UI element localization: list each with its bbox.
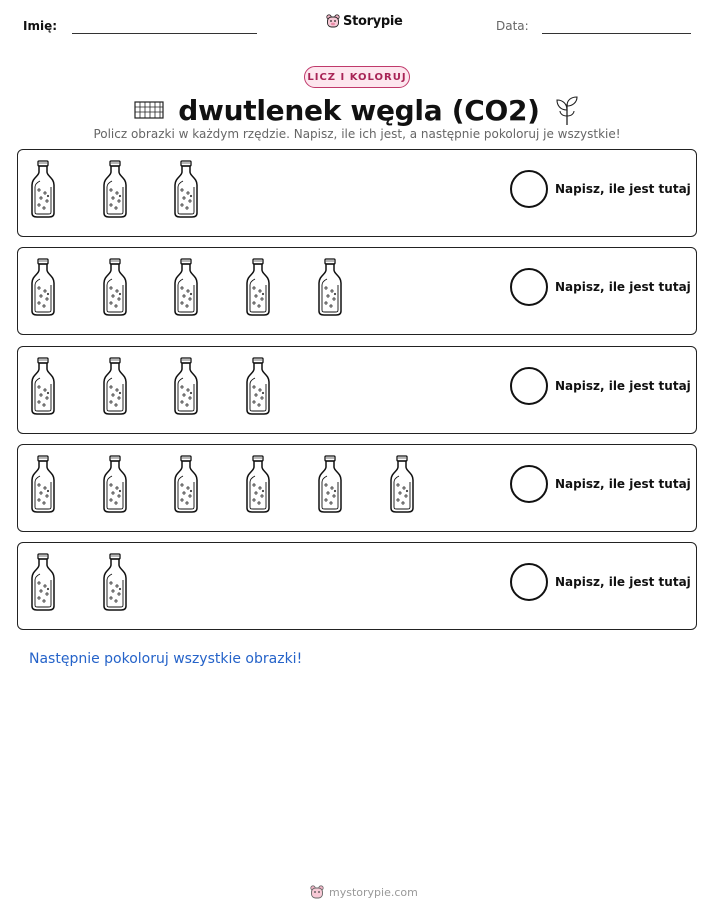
storypie-mascot-icon <box>309 884 325 900</box>
counting-row <box>17 346 697 434</box>
name-label: Imię: <box>23 19 58 33</box>
answer-circle[interactable] <box>510 170 548 208</box>
soda-bottle-icon <box>316 455 344 513</box>
answer-circle[interactable] <box>510 367 548 405</box>
soda-bottle-icon <box>388 455 416 513</box>
answer-label: Napisz, ile jest tutaj <box>555 575 691 590</box>
answer-label: Napisz, ile jest tutaj <box>555 378 691 393</box>
answer-circle[interactable] <box>510 563 548 601</box>
storypie-mascot-icon <box>325 13 341 29</box>
answer-circle[interactable] <box>510 465 548 503</box>
soda-bottle-icon <box>172 258 200 316</box>
soda-bottle-icon <box>29 357 57 415</box>
soda-bottle-icon <box>172 455 200 513</box>
soda-bottle-icon <box>29 455 57 513</box>
soda-bottle-icon <box>101 357 129 415</box>
name-write-line[interactable] <box>72 33 257 34</box>
soda-bottle-icon <box>172 357 200 415</box>
counting-row <box>17 542 697 630</box>
date-label: Data: <box>496 19 529 33</box>
soda-bottle-icon <box>316 258 344 316</box>
soda-bottle-icon <box>172 160 200 218</box>
soda-bottle-icon <box>29 258 57 316</box>
activity-badge: LICZ I KOLORUJ <box>304 66 410 88</box>
soda-bottle-icon <box>29 160 57 218</box>
footer-brand <box>309 884 418 900</box>
grid-icon <box>134 100 164 120</box>
instructions: Policz obrazki w każdym rzędzie. Napisz, ile ich jest, a następnie pokoloruj je wszystkie! <box>93 127 621 141</box>
counting-row <box>17 247 697 335</box>
page-title: dwutlenek węgla (CO2) <box>178 93 540 127</box>
soda-bottle-icon <box>244 258 272 316</box>
title-row <box>0 92 714 128</box>
soda-bottle-icon <box>244 455 272 513</box>
answer-label: Napisz, ile jest tutaj <box>555 280 691 295</box>
soda-bottle-icon <box>101 160 129 218</box>
sprout-icon <box>554 94 580 126</box>
soda-bottle-icon <box>101 455 129 513</box>
soda-bottle-icon <box>29 553 57 611</box>
brand-name: Storypie <box>343 13 403 29</box>
answer-label: Napisz, ile jest tutaj <box>555 476 691 491</box>
counting-row <box>17 149 697 237</box>
footer-site: mystorypie.com <box>329 885 418 899</box>
answer-circle[interactable] <box>510 268 548 306</box>
soda-bottle-icon <box>101 553 129 611</box>
soda-bottle-icon <box>101 258 129 316</box>
soda-bottle-icon <box>244 357 272 415</box>
coloring-note: Następnie pokoloruj wszystkie obrazki! <box>29 651 303 667</box>
brand-logo <box>325 13 403 29</box>
counting-row <box>17 444 697 532</box>
answer-label: Napisz, ile jest tutaj <box>555 182 691 196</box>
date-write-line[interactable] <box>542 33 691 34</box>
